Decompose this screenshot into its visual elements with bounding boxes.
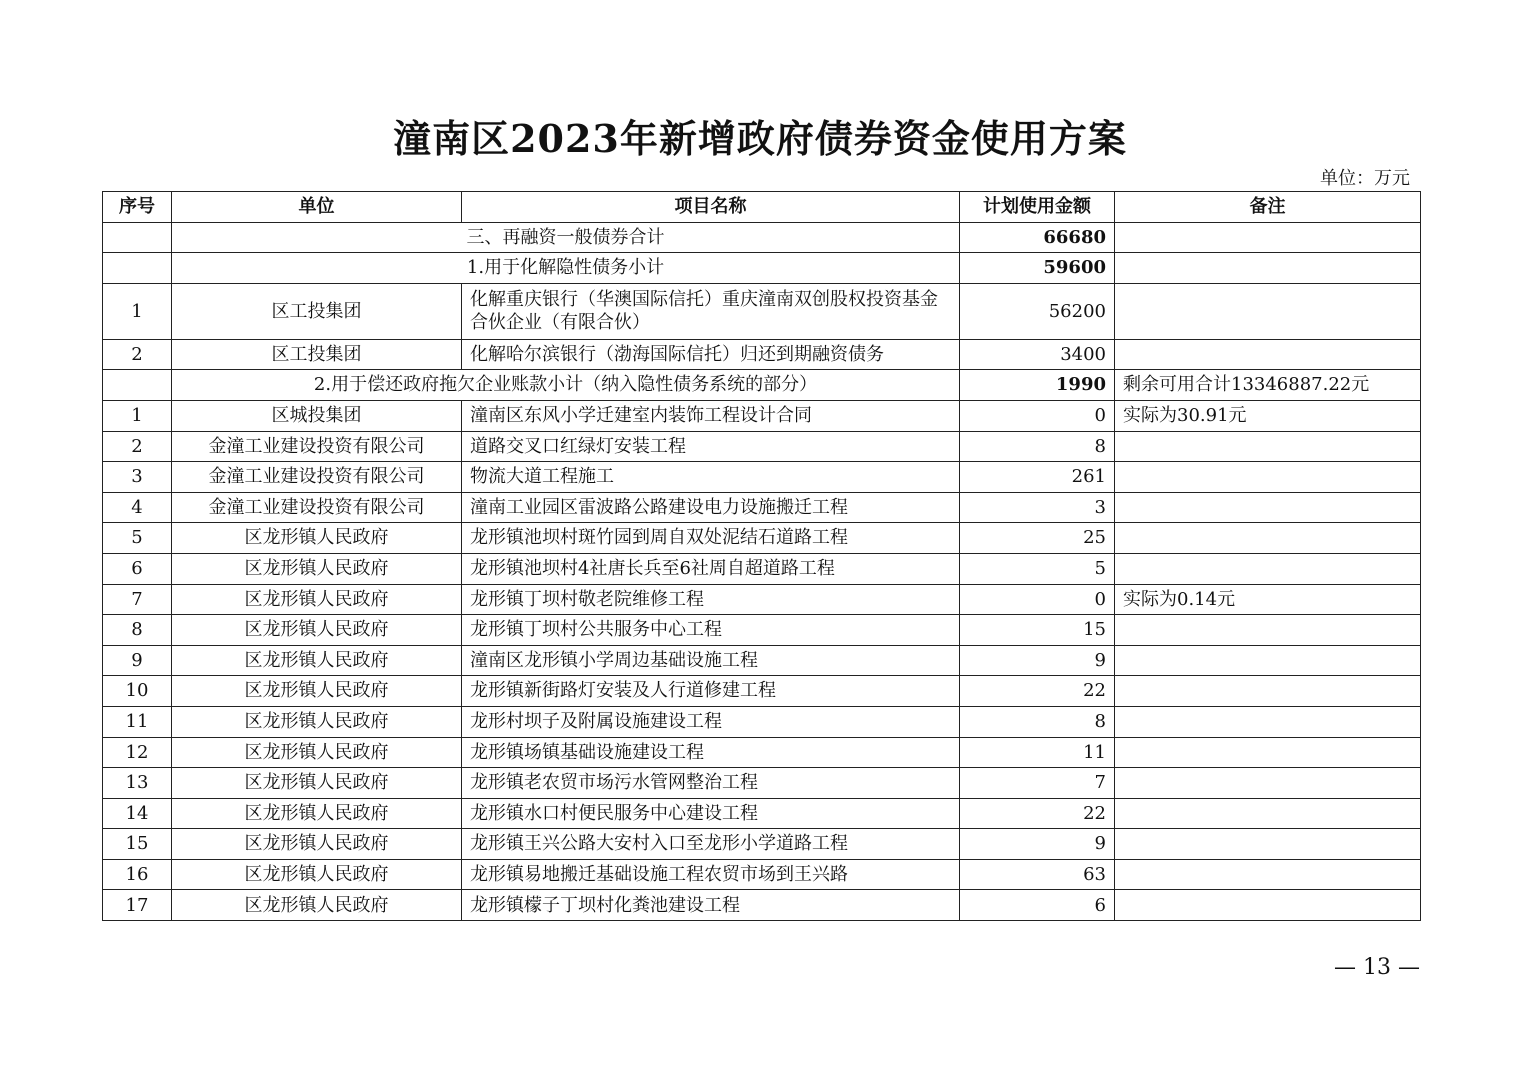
row-project-name: 化解哈尔滨银行（渤海国际信托）归还到期融资债务	[462, 339, 960, 370]
subtotal1-no	[103, 253, 172, 284]
row-project-name: 潼南区东风小学迁建室内装饰工程设计合同	[462, 400, 960, 431]
row-project-name: 龙形镇丁坝村公共服务中心工程	[462, 615, 960, 646]
row-unit: 区龙形镇人民政府	[172, 584, 462, 615]
row-note	[1115, 339, 1421, 370]
row-no: 3	[103, 462, 172, 493]
row-project-name: 龙形镇檬子丁坝村化粪池建设工程	[462, 890, 960, 921]
row-note	[1115, 737, 1421, 768]
row-project-name: 龙形镇新街路灯安装及人行道修建工程	[462, 676, 960, 707]
row-unit: 区城投集团	[172, 400, 462, 431]
row-unit: 区龙形镇人民政府	[172, 645, 462, 676]
header-unit: 单位	[172, 192, 462, 223]
row-project-name: 潼南工业园区雷波路公路建设电力设施搬迁工程	[462, 492, 960, 523]
row-unit: 区工投集团	[172, 339, 462, 370]
row-unit: 金潼工业建设投资有限公司	[172, 431, 462, 462]
row-unit: 区龙形镇人民政府	[172, 798, 462, 829]
table-row	[103, 859, 1421, 890]
row-no: 1	[103, 400, 172, 431]
row-unit: 区龙形镇人民政府	[172, 829, 462, 860]
row-unit: 区工投集团	[172, 283, 462, 339]
row-no: 14	[103, 798, 172, 829]
table-row	[103, 553, 1421, 584]
row-note	[1115, 829, 1421, 860]
row-project-name: 龙形镇易地搬迁基础设施工程农贸市场到王兴路	[462, 859, 960, 890]
row-no: 7	[103, 584, 172, 615]
subtotal2-label: 2.用于偿还政府拖欠企业账款小计（纳入隐性债务系统的部分）	[172, 370, 960, 401]
table-row	[103, 584, 1421, 615]
row-no: 11	[103, 706, 172, 737]
header-no: 序号	[103, 192, 172, 223]
table-row	[103, 768, 1421, 799]
table-row	[103, 400, 1421, 431]
subtotal2-row	[103, 370, 1421, 401]
row-project-name: 龙形镇场镇基础设施建设工程	[462, 737, 960, 768]
row-note	[1115, 523, 1421, 554]
row-note	[1115, 615, 1421, 646]
subtotal2-no	[103, 370, 172, 401]
subtotal1-amount: 59600	[960, 253, 1115, 284]
row-no: 2	[103, 431, 172, 462]
header-note: 备注	[1115, 192, 1421, 223]
row-note	[1115, 645, 1421, 676]
row-amount: 8	[960, 431, 1115, 462]
row-no: 10	[103, 676, 172, 707]
row-project-name: 物流大道工程施工	[462, 462, 960, 493]
row-unit: 金潼工业建设投资有限公司	[172, 492, 462, 523]
row-project-name: 化解重庆银行（华澳国际信托）重庆潼南双创股权投资基金合伙企业（有限合伙）	[462, 283, 960, 339]
row-no: 5	[103, 523, 172, 554]
subtotal1-label: 1.用于化解隐性债务小计	[172, 253, 960, 284]
table-row	[103, 523, 1421, 554]
table-row	[103, 462, 1421, 493]
header-amount: 计划使用金额	[960, 192, 1115, 223]
row-no: 8	[103, 615, 172, 646]
table-row	[103, 706, 1421, 737]
row-amount: 9	[960, 829, 1115, 860]
row-no: 9	[103, 645, 172, 676]
table-row	[103, 431, 1421, 462]
row-note	[1115, 859, 1421, 890]
row-unit: 金潼工业建设投资有限公司	[172, 462, 462, 493]
page-number: — 13 —	[1334, 955, 1420, 980]
row-amount: 9	[960, 645, 1115, 676]
row-project-name: 道路交叉口红绿灯安装工程	[462, 431, 960, 462]
bond-fund-table	[102, 191, 1421, 921]
table-row	[103, 492, 1421, 523]
table-row	[103, 890, 1421, 921]
row-amount: 11	[960, 737, 1115, 768]
row-amount: 0	[960, 400, 1115, 431]
row-project-name: 龙形镇水口村便民服务中心建设工程	[462, 798, 960, 829]
row-project-name: 龙形镇丁坝村敬老院维修工程	[462, 584, 960, 615]
row-project-name: 龙形镇王兴公路大安村入口至龙形小学道路工程	[462, 829, 960, 860]
row-no: 4	[103, 492, 172, 523]
subtotal1-note	[1115, 253, 1421, 284]
summary-total-no	[103, 222, 172, 253]
row-amount: 25	[960, 523, 1115, 554]
summary-total-row	[103, 222, 1421, 253]
row-amount: 22	[960, 676, 1115, 707]
row-note	[1115, 431, 1421, 462]
summary-total-note	[1115, 222, 1421, 253]
subtotal1-row	[103, 253, 1421, 284]
row-note	[1115, 706, 1421, 737]
row-note: 实际为0.14元	[1115, 584, 1421, 615]
row-amount: 0	[960, 584, 1115, 615]
row-note	[1115, 768, 1421, 799]
row-no: 17	[103, 890, 172, 921]
subtotal2-note: 剩余可用合计13346887.22元	[1115, 370, 1421, 401]
row-amount: 5	[960, 553, 1115, 584]
table-row	[103, 645, 1421, 676]
row-no: 12	[103, 737, 172, 768]
row-amount: 261	[960, 462, 1115, 493]
row-no: 16	[103, 859, 172, 890]
row-project-name: 龙形镇池坝村斑竹园到周自双处泥结石道路工程	[462, 523, 960, 554]
table-row	[103, 339, 1421, 370]
row-unit: 区龙形镇人民政府	[172, 706, 462, 737]
table-row	[103, 615, 1421, 646]
row-amount: 63	[960, 859, 1115, 890]
row-unit: 区龙形镇人民政府	[172, 890, 462, 921]
row-amount: 8	[960, 706, 1115, 737]
row-no: 1	[103, 283, 172, 339]
row-no: 2	[103, 339, 172, 370]
row-amount: 3	[960, 492, 1115, 523]
row-amount: 7	[960, 768, 1115, 799]
summary-total-amount: 66680	[960, 222, 1115, 253]
table-row	[103, 798, 1421, 829]
row-note: 实际为30.91元	[1115, 400, 1421, 431]
row-amount: 15	[960, 615, 1115, 646]
row-note	[1115, 890, 1421, 921]
row-note	[1115, 462, 1421, 493]
row-no: 13	[103, 768, 172, 799]
table-row	[103, 283, 1421, 339]
row-project-name: 潼南区龙形镇小学周边基础设施工程	[462, 645, 960, 676]
section2-rows	[103, 400, 1421, 920]
row-unit: 区龙形镇人民政府	[172, 768, 462, 799]
row-unit: 区龙形镇人民政府	[172, 615, 462, 646]
row-project-name: 龙形村坝子及附属设施建设工程	[462, 706, 960, 737]
row-unit: 区龙形镇人民政府	[172, 523, 462, 554]
row-unit: 区龙形镇人民政府	[172, 737, 462, 768]
row-amount: 6	[960, 890, 1115, 921]
row-unit: 区龙形镇人民政府	[172, 553, 462, 584]
subtotal2-amount: 1990	[960, 370, 1115, 401]
row-amount: 56200	[960, 283, 1115, 339]
row-project-name: 龙形镇池坝村4社唐长兵至6社周自超道路工程	[462, 553, 960, 584]
row-note	[1115, 492, 1421, 523]
table-header-row	[103, 192, 1421, 223]
row-note	[1115, 553, 1421, 584]
document-title: 潼南区2023年新增政府债券资金使用方案	[393, 116, 1127, 161]
row-note	[1115, 676, 1421, 707]
summary-total-label: 三、再融资一般债券合计	[172, 222, 960, 253]
row-unit: 区龙形镇人民政府	[172, 676, 462, 707]
row-note	[1115, 798, 1421, 829]
table-row	[103, 676, 1421, 707]
row-no: 15	[103, 829, 172, 860]
table-row	[103, 737, 1421, 768]
row-note	[1115, 283, 1421, 339]
row-amount: 22	[960, 798, 1115, 829]
header-project-name: 项目名称	[462, 192, 960, 223]
table-row	[103, 829, 1421, 860]
row-amount: 3400	[960, 339, 1115, 370]
row-project-name: 龙形镇老农贸市场污水管网整治工程	[462, 768, 960, 799]
row-no: 6	[103, 553, 172, 584]
row-unit: 区龙形镇人民政府	[172, 859, 462, 890]
unit-label: 单位：万元	[1320, 168, 1410, 189]
